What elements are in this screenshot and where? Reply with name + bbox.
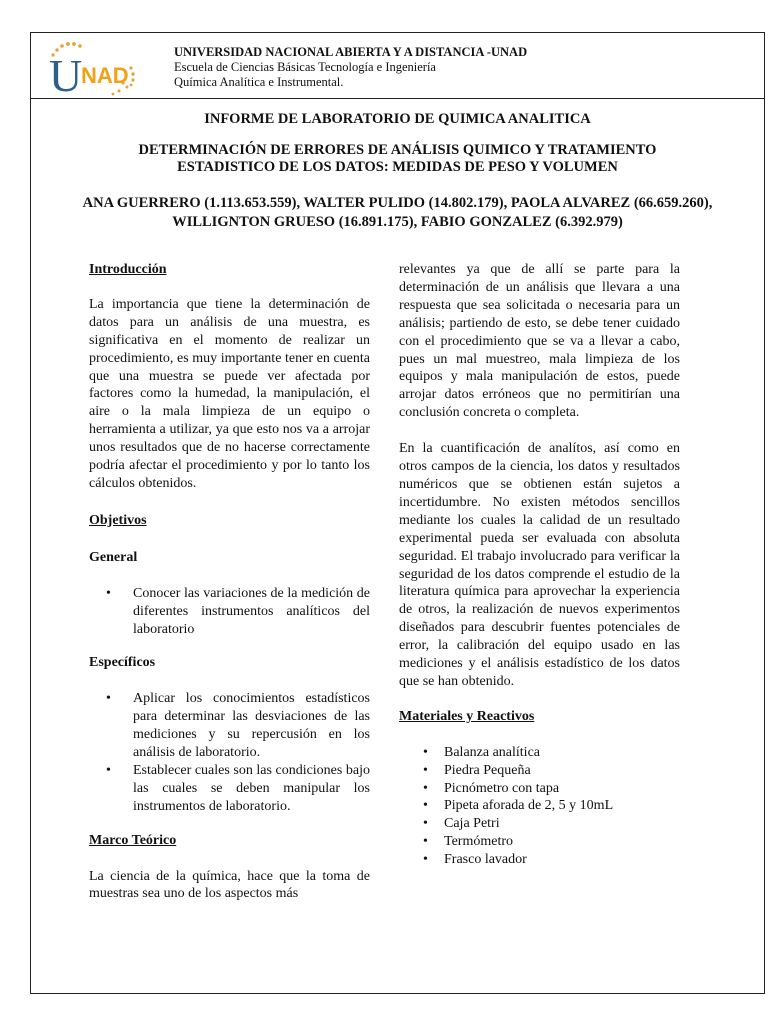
course-name: Química Analítica e Instrumental. [174, 75, 344, 89]
list-item: • Balanza analítica [423, 744, 540, 760]
list-item: • Conocer las variaciones de la medición de diferentes instrumentos analíticos del laboratorio [106, 585, 370, 637]
authors-list: ANA GUERRERO (1.113.653.559), WALTER PULIDO (14.802.179), PAOLA ALVAREZ (66.659.260), WILLIGNTON GRUESO (16.891.175), FABIO GONZALEZ (6.392.979) [82, 195, 713, 230]
list-item: • Frasco lavador [423, 852, 527, 868]
bullet-icon: • [106, 585, 111, 601]
bullet-icon: • [423, 780, 428, 796]
intro-heading: Introducción [89, 262, 167, 277]
list-item: • Pipeta aforada de 2, 5 y 10mL [423, 798, 614, 814]
unad-logo [47, 41, 147, 97]
framework-paragraph-2: En la cuantificación de analítos, así como en otros campos de la ciencia, los datos y resultados numéricos que se obtienen están sujetos a incertidumbre. No existen métodos sencillos mediante los cuales la calidad de un resultado experimental pueda ser evaluada con absoluta seguridad. El trabajo involucrado para verificar la seguridad de los datos comprende el estudio de la literatura química para aprovechar la experiencia de otros, la realización de nuevos experimentos diseñados para descubrir fuentes potenciales de error, la calibración del equipo usado en las mediciones y el análisis estadístico de los datos que se han obtenido. [399, 441, 680, 689]
list-item: • Picnómetro con tapa [423, 780, 560, 796]
objectives-heading: Objetivos [89, 512, 147, 528]
materials-list [399, 744, 680, 869]
school-name: Escuela de Ciencias Básicas Tecnología e Ingeniería [174, 60, 436, 74]
report-subtitle: DETERMINACIÓN DE ERRORES DE ANÁLISIS QUIMICO Y TRATAMIENTO ESTADISTICO DE LOS DATOS: MEDIDAS DE PESO Y VOLUMEN [138, 142, 657, 175]
left-column [89, 261, 370, 903]
bullet-icon: • [106, 762, 111, 778]
specific-objectives-list [89, 690, 370, 815]
framework-heading: Marco Teórico [89, 832, 177, 848]
list-item: • Aplicar los conocimientos estadísticos para determinar las desviaciones de las mediciones y su repercusión en los análisis de laboratorio. [106, 691, 370, 761]
document-header [31, 33, 764, 99]
bullet-icon: • [106, 691, 111, 707]
bullet-icon: • [423, 744, 428, 760]
general-heading: General [89, 549, 138, 565]
materials-heading: Materiales y Reactivos [399, 708, 535, 724]
framework-paragraph-continued: relevantes ya que de allí se parte para la determinación de un análisis que llevara a una respuesta que sea solicitada o necesaria para un análisis; partiendo de esto, se debe tener cuidado con el procedimiento que se va a llevar a cabo, pues un mal muestreo, mala limpieza de los equipos y mala manipulación de estos, puede arrojar datos erróneos que no permitirían una conclusión concreta o completa. [399, 262, 680, 421]
list-item: • Establecer cuales son las condiciones bajo las cuales se deben manipular los instrumentos de laboratorio. [106, 762, 370, 814]
title-block [31, 109, 764, 232]
bullet-icon: • [423, 852, 428, 868]
page-frame [30, 32, 765, 994]
list-item: • Piedra Pequeña [423, 762, 531, 778]
specific-heading: Específicos [89, 655, 156, 671]
list-item: • Caja Petri [423, 816, 500, 832]
bullet-icon: • [423, 816, 428, 832]
logo-letters-nad: NAD [81, 63, 129, 88]
bullet-icon: • [423, 798, 428, 814]
general-objectives-list [89, 585, 370, 639]
logo-letter-u: U [49, 50, 83, 97]
bullet-icon: • [423, 834, 428, 850]
report-title: INFORME DE LABORATORIO DE QUIMICA ANALITICA [204, 111, 591, 127]
header-text [174, 45, 527, 90]
intro-paragraph: La importancia que tiene la determinación de datos para un análisis de una muestra, es significativa en el momento de realizar un procedimiento, es muy importante tener en cuenta que una muestra se puede ver afectada por factores como la humedad, la manipulación, el aire o la mala limpieza de un equipo o herramienta a utilizar, ya que esto nos va a arrojar unos resultados que de no hacerse correctamente podría afectar el procedimiento y por lo tanto los cálculos obtenidos. [89, 296, 370, 491]
university-name: UNIVERSIDAD NACIONAL ABIERTA Y A DISTANCIA -UNAD [174, 45, 528, 59]
bullet-icon: • [423, 762, 428, 778]
framework-paragraph-start: La ciencia de la química, hace que la toma de muestras sea uno de los aspectos más [89, 868, 370, 902]
right-column [399, 261, 680, 869]
list-item: • Termómetro [423, 834, 513, 850]
